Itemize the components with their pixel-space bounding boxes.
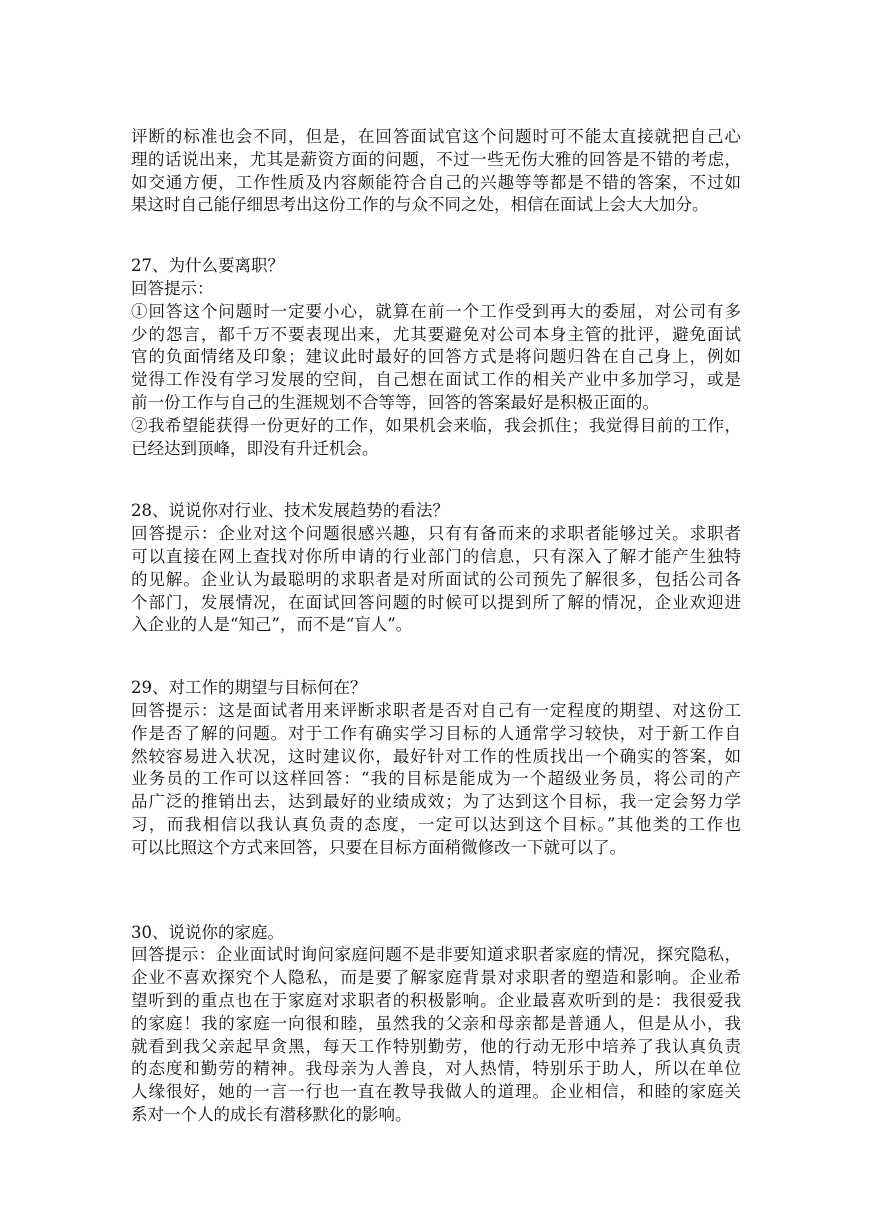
text-line: 前一份工作与自己的生涯规划不合等等，回答的答案最好是积极正面的。 — [131, 392, 659, 412]
text-line: 官的负面情绪及印象；建议此时最好的回答方式是将问题归咎在自己身上，例如 — [131, 347, 741, 367]
text-line: 企业不喜欢探究个人隐私，而是要了解家庭背景对求职者的塑造和影响。企业希 — [131, 968, 741, 988]
text-line: 少的怨言，都千万不要表现出来，尤其要避免对公司本身主管的批评，避免面试 — [131, 324, 741, 344]
text-line: 入企业的人是“知己”，而不是“盲人”。 — [131, 615, 413, 635]
text-line: 理的话说出来，尤其是薪资方面的问题，不过一些无伤大雅的回答是不错的考虑， — [131, 149, 741, 169]
text-line: 如交通方便，工作性质及内容颇能符合自己的兴趣等等都是不错的答案，不过如 — [131, 172, 741, 192]
question-29 — [131, 677, 741, 859]
document-page — [131, 126, 741, 1127]
question-title: 29、对工作的期望与目标何在？ — [131, 678, 367, 698]
question-title: 28、说说你对行业、技术发展趋势的看法？ — [131, 501, 449, 521]
text-line: 作是否了解的问题。对于工作有确实学习目标的人通常学习较快，对于新工作自 — [131, 723, 741, 743]
text-line: 业务员的工作可以这样回答：“我的目标是能成为一个超级业务员，将公司的产 — [131, 769, 741, 789]
question-title: 30、说说你的家庭。 — [131, 922, 284, 942]
text-line: 然较容易进入状况，这时建议你，最好针对工作的性质找出一个确实的答案，如 — [131, 746, 741, 766]
text-line: 人缘很好，她的一言一行也一直在教导我做人的道理。企业相信，和睦的家庭关 — [131, 1082, 741, 1102]
text-line: 就看到我父亲起早贪黑，每天工作特别勤劳，他的行动无形中培养了我认真负责 — [131, 1036, 741, 1056]
text-line: 回答提示：企业对这个问题很感兴趣，只有有备而来的求职者能够过关。求职者 — [131, 524, 741, 544]
text-line: 的家庭！我的家庭一向很和睦，虽然我的父亲和母亲都是普通人，但是从小，我 — [131, 1013, 741, 1033]
text-line: 系对一个人的成长有潜移默化的影响。 — [131, 1104, 412, 1124]
text-line: ①回答这个问题时一定要小心，就算在前一个工作受到再大的委屈，对公司有多 — [131, 301, 741, 321]
question-28 — [131, 500, 741, 637]
text-line: 的态度和勤劳的精神。我母亲为人善良，对人热情，特别乐于助人，所以在单位 — [131, 1059, 741, 1079]
text-line: 评断的标准也会不同，但是，在回答面试官这个问题时可不能太直接就把自己心 — [131, 127, 741, 146]
text-line: 的见解。企业认为最聪明的求职者是对所面试的公司预先了解很多，包括公司各 — [131, 569, 741, 589]
text-line: 已经达到顶峰，即没有升迁机会。 — [131, 438, 379, 458]
hint-label: 回答提示： — [131, 278, 214, 298]
text-line: 习，而我相信以我认真负责的态度，一定可以达到这个目标。”其他类的工作也 — [131, 814, 741, 834]
text-line: 果这时自己能仔细思考出这份工作的与众不同之处，相信在面试上会大大加分。 — [131, 195, 709, 215]
text-line: ②我希望能获得一份更好的工作，如果机会来临，我会抓住；我觉得目前的工作， — [131, 415, 741, 435]
text-line: 回答提示：这是面试者用来评断求职者是否对自己有一定程度的期望、对这份工 — [131, 700, 741, 720]
question-30 — [131, 922, 741, 1127]
text-line: 品广泛的推销出去，达到最好的业绩成效；为了达到这个目标，我一定会努力学 — [131, 792, 741, 812]
question-title: 27、为什么要离职？ — [131, 256, 284, 276]
text-line: 可以直接在网上查找对你所申请的行业部门的信息，只有深入了解才能产生独特 — [131, 546, 741, 566]
text-line: 觉得工作没有学习发展的空间，自己想在面试工作的相关产业中多加学习，或是 — [131, 370, 741, 390]
intro-paragraph — [131, 126, 741, 217]
question-27 — [131, 255, 741, 460]
text-line: 望听到的重点也在于家庭对求职者的积极影响。企业最喜欢听到的是：我很爱我 — [131, 990, 741, 1010]
text-line: 回答提示：企业面试时询问家庭问题不是非要知道求职者家庭的情况，探究隐私， — [131, 945, 741, 965]
text-line: 可以比照这个方式来回答，只要在目标方面稍微修改一下就可以了。 — [131, 837, 626, 857]
text-line: 个部门，发展情况，在面试回答问题的时候可以提到所了解的情况，企业欢迎进 — [131, 592, 741, 612]
